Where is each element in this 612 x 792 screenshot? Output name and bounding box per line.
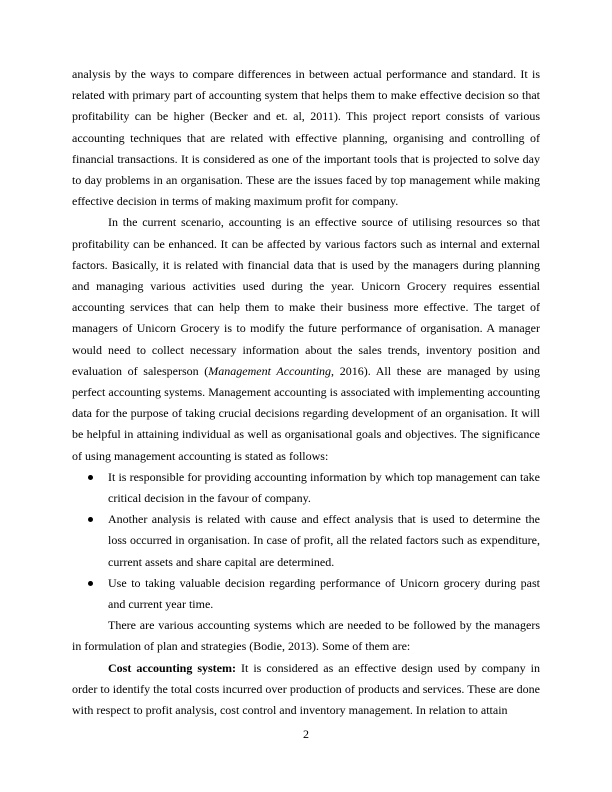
paragraph-2-text-b: , 2016). All these are managed by using perfect accounting systems. Management accounting is associated with implementing accounting data for the purpose of taking crucial decisions regarding development of an organisation. It will be helpful in attaining individual as well as organisational goals and objectives. The significance of using management accounting is stated as follows: [72, 363, 540, 463]
list-item [72, 573, 540, 615]
significance-list [72, 467, 540, 615]
list-item [72, 467, 540, 509]
list-item-text: Use to taking valuable decision regarding performance of Unicorn grocery during past and current year time. [108, 575, 540, 612]
paragraph-2 [72, 212, 540, 466]
paragraph-3: There are various accounting systems which are needed to be followed by the managers in formulation of plan and strategies (Bodie, 2013). Some of them are: [72, 618, 540, 654]
bullet-icon [88, 475, 93, 480]
paragraph-4-text: It is considered as an effective design used by company in order to identify the total costs incurred over production of products and services. These are done with respect to profit analysis, cost control and inventory management. In relation to attain [72, 660, 541, 718]
list-item-text: Another analysis is related with cause and effect analysis that is used to determine the loss occurred in organisation. In case of profit, all the related factors such as expenditure, current assets and share capital are determined. [108, 512, 540, 569]
page-number: 2 [303, 727, 309, 741]
paragraph-2-text-a: In the current scenario, accounting is an effective source of utilising resources so that profitability can be enhanced. It can be affected by various factors such as internal and external factors. Basically, it is related with financial data that is used by the managers during planning and managing various activities used during the year. Unicorn Grocery requires essential accounting services that can help them to make their business more effective. The target of managers of Unicorn Grocery is to modify the future performance of organisation. A manager would need to collect necessary information about the sales trends, inventory position and evaluation of salesperson ( [72, 215, 540, 378]
list-item-text: It is responsible for providing accounting information by which top management can take critical decision in the favour of company. [108, 469, 540, 506]
bullet-icon [88, 581, 93, 586]
body-text [72, 64, 540, 721]
paragraph-1: analysis by the ways to compare differences in between actual performance and standard. It is related with primary part of accounting system that helps them to make effective decision so that profitability can be higher (Becker and et. al, 2011). This project report consists of various accounting techniques that are related with effective planning, organising and controlling of financial transactions. It is considered as one of the important tools that is projected to solve day to day problems in an organisation. These are the issues faced by top management while making effective decision in terms of making maximum profit for company. [72, 67, 540, 209]
paragraph-2-citation-title: Management Accounting [208, 363, 332, 378]
bullet-icon [88, 517, 93, 522]
list-item [72, 509, 540, 573]
cost-accounting-heading: Cost accounting system: [108, 660, 236, 675]
paragraph-4 [72, 658, 540, 722]
